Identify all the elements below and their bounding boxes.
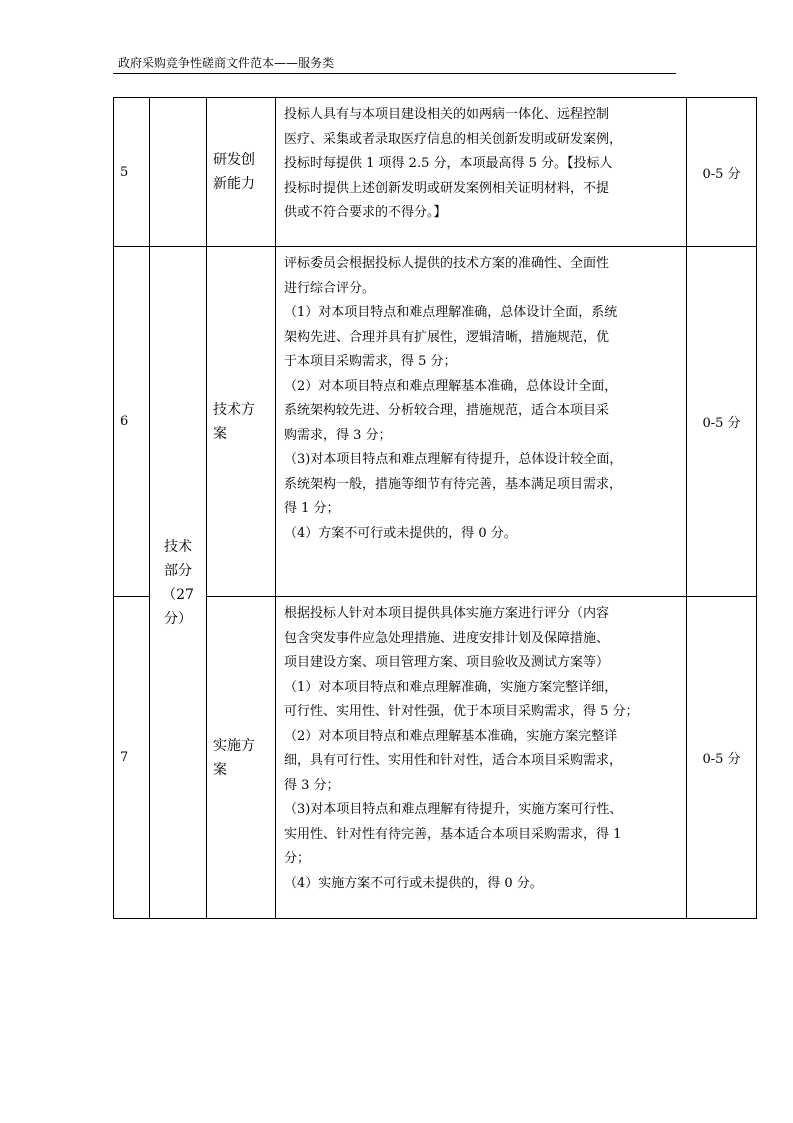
factor-line: 研发创	[213, 152, 255, 168]
description-cell	[276, 98, 687, 247]
score-cell: 0-5 分	[687, 247, 757, 597]
desc-line: 架构先进、合理并具有扩展性，逻辑清晰，措施规范，优	[284, 329, 610, 345]
factor-line: 实施方	[213, 737, 255, 754]
table-row	[114, 247, 757, 597]
desc-line: 实用性、针对性有待完善，基本适合本项目采购需求，得 1	[284, 826, 622, 842]
category-line: 部分	[164, 562, 192, 579]
desc-line: （4）实施方案不可行或未提供的，得 0 分。	[284, 875, 543, 891]
row-number: 7	[114, 597, 150, 919]
desc-line: 购需求，得 3 分；	[284, 427, 392, 443]
desc-line: 细，具有可行性、实用性和针对性，适合本项目采购需求，	[284, 753, 623, 768]
desc-line: 系统架构一般，措施等细节有待完善，基本满足项目需求，	[284, 476, 623, 492]
factor-line: 案	[213, 425, 227, 442]
desc-line: 于本项目采购需求，得 5 分；	[284, 354, 457, 369]
table-row	[114, 597, 757, 919]
table-row	[114, 98, 757, 247]
desc-line: 得 1 分；	[284, 501, 340, 516]
category-cell-empty	[150, 98, 207, 247]
desc-line: 可行性、实用性、针对性强，优于本项目采购需求，得 5 分；	[284, 704, 639, 719]
desc-line: （4）方案不可行或未提供的，得 0 分。	[284, 525, 517, 541]
desc-line: （1）对本项目特点和难点理解准确，实施方案完整详细，	[284, 679, 618, 695]
factor-line: 案	[213, 761, 227, 778]
description-cell	[276, 247, 687, 597]
desc-line: （2）对本项目特点和难点理解基本准确，实施方案完整详	[284, 728, 618, 744]
category-line: （27	[162, 586, 194, 603]
desc-line: 包含突发事件应急处理措施、进度安排计划及保障措施、	[284, 630, 610, 646]
category-line: 分）	[164, 610, 192, 627]
desc-line: 得 3 分；	[284, 777, 340, 793]
desc-line: 系统架构较先进、分析较合理，措施规范，适合本项目采	[284, 403, 610, 418]
desc-line: （1）对本项目特点和难点理解准确，总体设计全面，系统	[284, 305, 618, 320]
header-rule	[113, 73, 676, 74]
factor-cell	[207, 597, 276, 919]
score-cell: 0-5 分	[687, 98, 757, 247]
desc-line: 进行综合评分。	[284, 280, 376, 296]
desc-line: 医疗、采集或者录取医疗信息的相关创新发明或研发案例，	[284, 131, 623, 147]
desc-line: 根据投标人针对本项目提供具体实施方案进行评分（内容	[284, 606, 610, 621]
desc-line: 分；	[284, 851, 311, 866]
scoring-table	[113, 97, 757, 919]
desc-line: 投标人具有与本项目建设相关的如两病一体化、远程控制	[284, 107, 610, 122]
row-number: 5	[114, 98, 150, 247]
factor-cell	[207, 247, 276, 597]
desc-line: 评标委员会根据投标人提供的技术方案的准确性、全面性	[284, 256, 610, 271]
score-cell: 0-5 分	[687, 597, 757, 919]
desc-line: 项目建设方案、项目管理方案、项目验收及测试方案等）	[284, 655, 610, 670]
desc-line: 投标时提供上述创新发明或研发案例相关证明材料，不提	[284, 180, 610, 196]
category-cell	[150, 247, 207, 919]
factor-line: 技术方	[213, 401, 255, 418]
factor-cell	[207, 98, 276, 247]
category-line: 技术	[164, 538, 192, 555]
description-cell	[276, 597, 687, 919]
desc-line: 供或不符合要求的不得分。】	[284, 205, 447, 220]
desc-line: （2）对本项目特点和难点理解基本准确，总体设计全面，	[284, 378, 618, 394]
row-number: 6	[114, 247, 150, 597]
page-header: 政府采购竞争性磋商文件范本——服务类	[118, 56, 335, 70]
desc-line: 投标时每提供 1 项得 2.5 分，本项最高得 5 分。【投标人	[284, 156, 613, 171]
desc-line: （3)对本项目特点和难点理解有待提升，实施方案可行性、	[284, 802, 623, 817]
factor-line: 新能力	[213, 176, 255, 192]
desc-line: （3)对本项目特点和难点理解有待提升，总体设计较全面，	[284, 452, 623, 467]
